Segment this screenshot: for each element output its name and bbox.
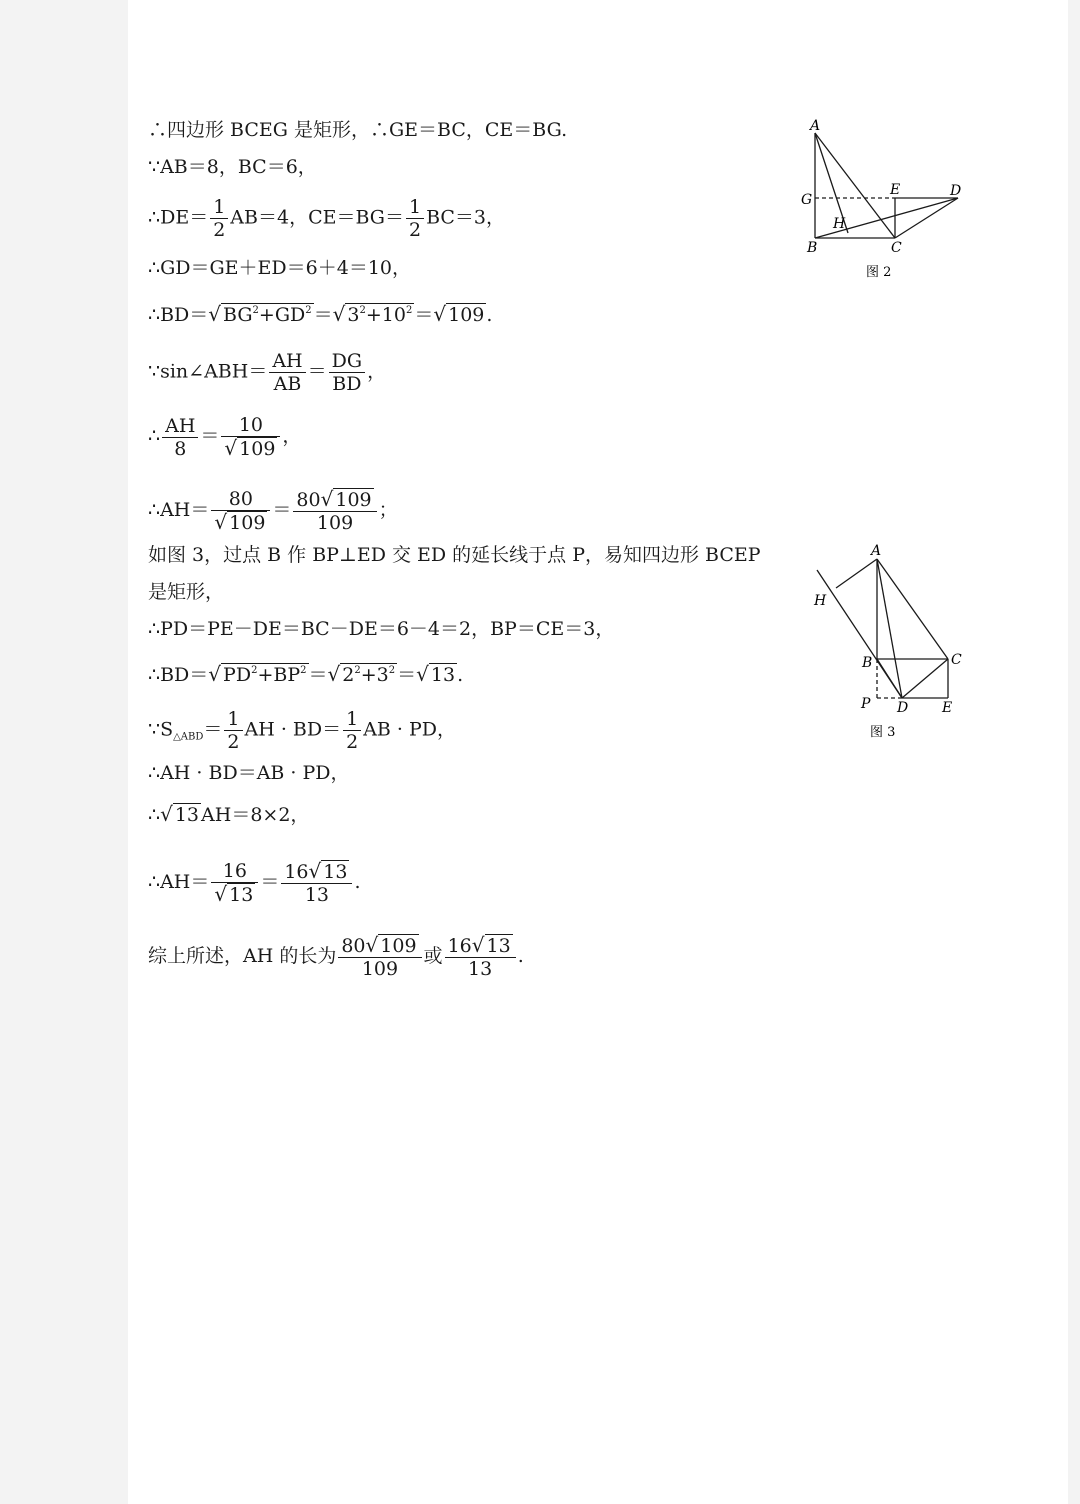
radical: √ $BG^2+GD^2$ — [208, 302, 312, 326]
denominator: √ 109 — [224, 436, 276, 460]
radical: √ $PD^2+BP^2$ — [208, 662, 307, 686]
fraction-16sqrt13-13 — [281, 860, 352, 906]
text: ∴PD＝PE－DE＝BC－DE＝6－4＝2，BP＝CE＝3， — [148, 618, 615, 640]
line-4 — [148, 256, 411, 280]
label-h: H — [833, 216, 846, 232]
denominator: 2 — [227, 731, 240, 753]
radicand: 13 — [323, 861, 348, 883]
exponent: 2 — [252, 305, 259, 316]
denominator: 109 — [316, 512, 354, 534]
text: . — [354, 871, 361, 893]
figure-2 — [795, 112, 975, 282]
fraction-ah-ab — [269, 350, 305, 395]
coefficient: 16 — [284, 861, 309, 883]
text: ∵AB＝8，BC＝6， — [148, 156, 317, 178]
numerator: 1 — [210, 196, 228, 219]
fraction-80-sqrt109 — [211, 488, 270, 534]
text: . — [517, 945, 524, 967]
text: ＝ — [397, 664, 417, 686]
label-b: B — [807, 240, 818, 256]
line-12 — [148, 659, 463, 687]
radicand: 13 — [430, 664, 456, 686]
fraction-dg-bd — [329, 350, 365, 395]
segment-ah — [836, 559, 877, 588]
fraction-half — [406, 196, 424, 241]
line-13 — [148, 708, 456, 753]
fraction-ah-8 — [162, 415, 198, 460]
figure-2-caption: 图 2 — [866, 265, 892, 280]
text: ＝ — [313, 304, 333, 326]
text: ， — [367, 360, 387, 383]
numerator: 10 — [221, 414, 280, 437]
denominator: 13 — [468, 958, 493, 980]
label-c: C — [951, 652, 962, 668]
label-e: E — [890, 182, 901, 198]
text: BG — [223, 304, 253, 326]
fraction-half — [210, 196, 228, 241]
line-11 — [148, 617, 614, 641]
text: ∴BD＝ — [148, 304, 209, 326]
numerator: 16√ 13 — [445, 934, 516, 958]
radicand: 109 — [380, 935, 417, 957]
denominator: √ 13 — [214, 882, 254, 906]
line-1 — [148, 118, 567, 142]
fraction-16-sqrt13 — [211, 860, 258, 906]
radical: √ $3^2+10^2$ — [332, 302, 413, 326]
line-7 — [148, 414, 301, 460]
coefficient: 80 — [296, 489, 321, 511]
text: ＝ — [307, 360, 327, 383]
text: ＝ — [203, 718, 223, 741]
line-6 — [148, 350, 386, 395]
text: ∴AH＝ — [148, 871, 210, 893]
denominator: 2 — [346, 731, 359, 753]
fraction-10-sqrt109 — [221, 414, 280, 460]
figure-3-caption: 图 3 — [870, 725, 896, 740]
text: ∴DE＝ — [148, 206, 209, 229]
radicand: 109 — [448, 304, 485, 326]
subscript: △ABD — [173, 731, 204, 743]
coefficient: 16 — [447, 935, 472, 957]
numerator: 1 — [343, 708, 361, 731]
denominator: 13 — [304, 884, 329, 906]
text: 综上所述，AH 的长为 — [148, 945, 337, 967]
text: AB · PD， — [363, 718, 457, 741]
radicand: 13 — [229, 884, 254, 906]
fraction-80sqrt109-109 — [293, 488, 376, 534]
text: ＝ — [308, 664, 328, 686]
numerator: AH — [162, 415, 198, 438]
text: 或 — [423, 945, 443, 967]
fraction-half — [343, 708, 361, 753]
numerator: DG — [329, 350, 365, 373]
exponent: 2 — [300, 665, 307, 676]
text: +GD — [258, 304, 306, 326]
text: ＝ — [414, 304, 434, 326]
segment-ac — [877, 559, 948, 659]
line-14 — [148, 761, 350, 785]
radical: √ 13 — [416, 662, 456, 686]
numerator: 16√ 13 — [281, 860, 352, 884]
text: AH · BD＝ — [244, 718, 342, 741]
numerator: 16 — [211, 860, 258, 883]
denominator: BD — [332, 373, 362, 395]
text: . — [486, 304, 493, 326]
text: PD — [223, 664, 252, 686]
text: ∵S — [148, 718, 174, 741]
denominator: √ 109 — [214, 510, 266, 534]
radicand: 13 — [486, 935, 511, 957]
line-15 — [148, 802, 309, 827]
label-e: E — [942, 700, 953, 716]
text: ， — [282, 425, 302, 447]
denominator: 2 — [213, 219, 226, 241]
label-d: D — [950, 183, 962, 199]
text: ∴ — [148, 804, 161, 826]
line-10 — [148, 580, 224, 604]
exponent: 2 — [405, 305, 413, 316]
text: ∴四边形 BCEG 是矩形，∴GE＝BC，CE＝BG. — [148, 119, 568, 141]
label-c: C — [891, 240, 902, 256]
numerator: 1 — [224, 708, 242, 731]
exponent: 2 — [359, 305, 366, 316]
label-p: P — [861, 696, 871, 712]
segment-ad — [877, 559, 902, 698]
line-2 — [148, 155, 317, 179]
numerator: 80√ 109 — [293, 488, 376, 512]
text: ∴AH＝ — [148, 499, 210, 521]
line-3 — [148, 196, 505, 241]
segment-dc — [902, 659, 948, 698]
radicand: 109 — [335, 489, 372, 511]
text: +10 — [365, 304, 406, 326]
radicand: 109 — [229, 512, 266, 534]
label-h: H — [814, 593, 827, 609]
line-5 — [148, 299, 492, 327]
text: ∴AH · BD＝AB · PD， — [148, 762, 350, 784]
line-16 — [148, 860, 361, 906]
text: 如图 3，过点 B 作 BP⊥ED 交 ED 的延长线于点 P，易知四边形 BCEP — [148, 544, 761, 566]
label-g: G — [801, 192, 813, 208]
text: ∴BD＝ — [148, 664, 209, 686]
exponent: 2 — [388, 665, 396, 676]
numerator: 1 — [406, 196, 424, 219]
label-d: D — [897, 700, 909, 716]
text: BC＝3， — [426, 206, 506, 229]
line-8 — [148, 488, 398, 534]
radicand: 13 — [174, 804, 200, 826]
text: 是矩形， — [148, 581, 225, 603]
line-9 — [148, 543, 761, 567]
text: +3 — [360, 664, 389, 686]
radical: √ 13 — [160, 802, 200, 826]
exponent: 2 — [251, 665, 258, 676]
label-b: B — [862, 655, 873, 671]
line-17 — [148, 934, 524, 980]
radicand: 109 — [239, 438, 276, 460]
text: 3 — [347, 304, 360, 326]
text: ； — [378, 499, 398, 521]
denominator: 109 — [361, 958, 399, 980]
text: ＝ — [260, 871, 280, 893]
fraction-80sqrt109-109 — [338, 934, 421, 980]
label-a: A — [810, 118, 821, 134]
denominator: AB — [273, 373, 302, 395]
exponent: 2 — [305, 305, 312, 316]
text: ＝ — [272, 499, 292, 521]
denominator: 8 — [174, 437, 187, 460]
text: AB＝4，CE＝BG＝ — [230, 206, 404, 229]
exponent: 2 — [354, 665, 361, 676]
numerator: 80 — [211, 488, 270, 511]
text: ∴GD＝GE＋ED＝6＋4＝10， — [148, 257, 412, 279]
text: 2 — [342, 664, 355, 686]
coefficient: 80 — [341, 935, 366, 957]
segment-ac — [815, 133, 895, 238]
text: . — [457, 664, 464, 686]
numerator: AH — [269, 350, 305, 373]
text: ＝ — [200, 425, 220, 447]
figure-3 — [805, 538, 975, 743]
fraction-16sqrt13-13 — [445, 934, 516, 980]
denominator: 2 — [408, 219, 422, 241]
text: ∴ — [148, 425, 161, 447]
text: +BP — [257, 664, 301, 686]
radical: √ 109 — [433, 302, 485, 326]
segment-cd — [895, 198, 958, 238]
label-a: A — [871, 543, 882, 559]
text: ∵sin∠ABH＝ — [148, 360, 268, 383]
text: AH＝8×2， — [201, 804, 310, 826]
radical: √ $2^2+3^2$ — [327, 662, 396, 686]
fraction-half — [224, 708, 242, 753]
numerator: 80√ 109 — [338, 934, 421, 958]
